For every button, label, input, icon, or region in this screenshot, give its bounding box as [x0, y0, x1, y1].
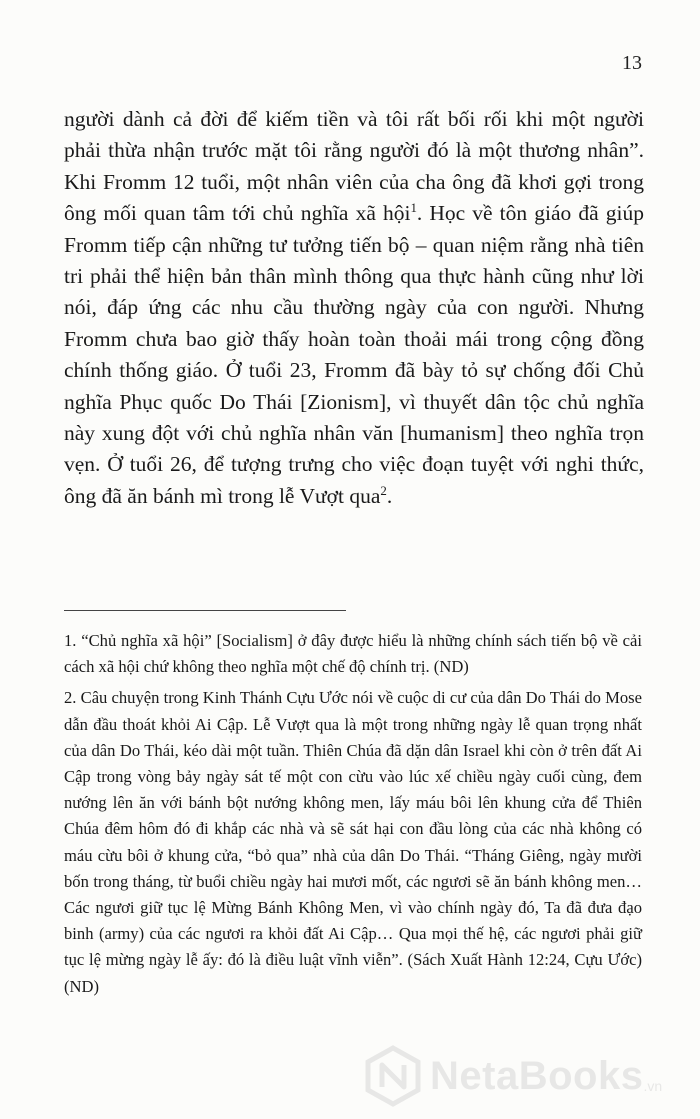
footnotes [64, 628, 642, 1005]
paragraph-text-middle: . Học về tôn giáo đã giúp Fromm tiếp cận những tư tưởng tiến bộ – quan niệm rằng nhà tiên tri phải thể hiện bản thân mình thông qua thực hành cũng như lời nói, đáp ứng các nhu cầu thường ngày của con người. Nhưng Fromm chưa bao giờ thấy hoàn toàn thoải mái trong cộng đồng chính thống giáo. Ở tuổi 23, Fromm đã bày tỏ sự chống đối Chủ nghĩa Phục quốc Do Thái [Zionism], vì thuyết dân tộc chủ nghĩa này xung đột với chủ nghĩa nhân văn [humanism] theo nghĩa trọn vẹn. Ở tuổi 26, để tượng trưng cho việc đoạn tuyệt với nghi thức, ông đã ăn bánh mì trong lễ Vượt qua [64, 201, 644, 508]
paragraph-text-end: . [386, 483, 393, 508]
watermark-brand: NetaBooks [430, 1053, 644, 1098]
netabooks-logo-icon [362, 1045, 424, 1107]
footnote-text: “Chủ nghĩa xã hội” [Socialism] ở đây được hiểu là những chính sách tiến bộ về cải cách xã hội chứ không theo nghĩa một chế độ chính trị. (ND) [64, 631, 642, 677]
body-paragraph [64, 104, 644, 512]
footnote-ref-2: 2 [380, 483, 387, 498]
footnote-ref-1: 1 [410, 201, 417, 216]
page-number: 13 [622, 52, 642, 74]
body-text [64, 104, 644, 512]
footnote-marker: 1. [64, 631, 77, 650]
paragraph-text-start: người dành cả đời để kiếm tiền và tôi rất bối rối khi một người phải thừa nhận trước mặt tôi rằng người đó là một thương nhân”. Khi Fromm 12 tuổi, một nhân viên của cha ông đã khơi gợi trong ông mối quan tâm tới chủ nghĩa xã hội [64, 107, 644, 226]
watermark-suffix: .vn [643, 1078, 663, 1094]
footnote-2 [64, 685, 642, 999]
footnote-1 [64, 628, 642, 680]
watermark [362, 1040, 692, 1112]
footnote-marker: 2. [64, 688, 77, 708]
footnote-divider [64, 610, 346, 611]
footnote-text: Câu chuyện trong Kinh Thánh Cựu Ước nói về cuộc di cư của dân Do Thái do Mose dẫn đầu thoát khỏi Ai Cập. Lễ Vượt qua là một trong những ngày lễ quan trọng nhất của dân Do Thái, kéo dài một tuần. Thiên Chúa đã dặn dân Israel khi còn ở trên đất Ai Cập trong vòng bảy ngày sát tế một con cừu vào lúc xế chiều ngày cuối cùng, đem nướng lên ăn với bánh bột nướng không men, lấy máu bôi lên khung cửa để Thiên Chúa đêm hôm đó đi khắp các nhà và sẽ sát hại con đầu lòng của các nhà không có máu cừu bôi ở khung cửa, “bỏ qua” nhà của dân Do Thái. “Tháng Giêng, ngày mười bốn trong tháng, từ buổi chiều ngày hai mươi mốt, các ngươi sẽ ăn bánh không men… Các ngươi giữ tục lệ Mừng Bánh Không Men, vì vào chính ngày đó, Ta đã đưa đạo binh (army) của các ngươi ra khỏi đất Ai Cập… Qua mọi thế hệ, các ngươi phải giữ tục lệ mừng ngày lễ ấy: đó là điều luật vĩnh viễn”. (Sách Xuất Hành 12:24, Cựu Ước) (ND) [64, 688, 642, 996]
